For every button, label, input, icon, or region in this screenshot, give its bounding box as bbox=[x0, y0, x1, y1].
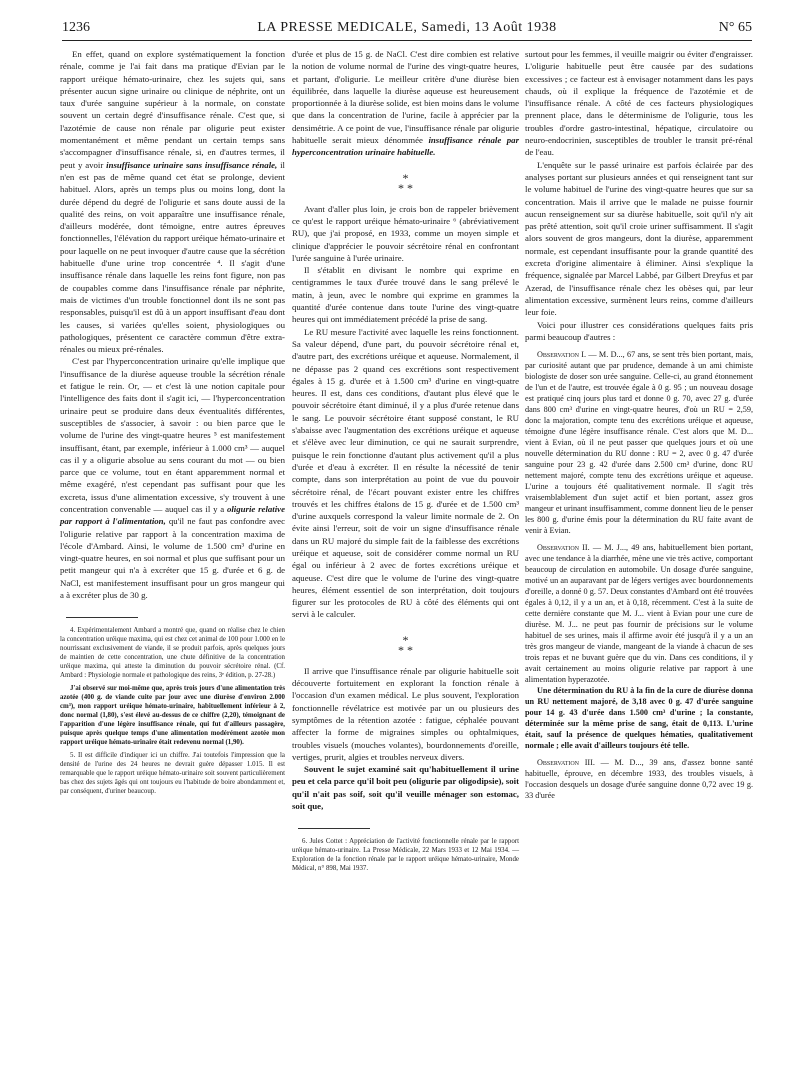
observation-1: Observation I. — M. D..., 67 ans, se sent très bien portant, mais, par curiosité autant que par prudence, demande à un ami chimiste biologiste de doser son urée sanguine. Celle-ci, au grand étonnement de l'un et de l'autre, est trouvée égale à 0 g. 95 ; un nouveau dosage est pratiqué cinq jours plus tard et donne 0 g. 70, avec 27 g. d'urée dans 800 cm³ d'urine en vingt-quatre heures, d'où un RU = 2,59, donc la majoration, compte tenu des excrétions uréique et aqueuse, témoigne d'une légère insuffisance rénale. C'est alors que M. D... vient à Evian, où il ne peut passer que quelques jours et où une nouvelle détermination du RU donne : RU = 2, avec 0 g. 47 d'urée sanguine pour 23 g. 42 d'urée dans 2.500 cm³ d'urine, donc RU nettement majoré, compte tenu des excrétions uréique et aqueuse. L'urine a toujours été qualitativement normale. Il s'agit très vraisemblablement d'un sujet actif et bien portant, assez gros mangeur et urinant insuffisamment, comme donnent lieu de le penser les 800 g. d'urine émis pour la détermination du RU faite avant de venir à Evian. bbox=[525, 350, 753, 536]
column-2 bbox=[292, 48, 519, 877]
paragraph: Souvent le sujet examiné sait qu'habituellement il urine peu et cela parce qu'il boit peu (oligurie par oligodipsie), soit qu'il n'ait pas soif, soit qu'il veuille ménager son estomac, soit que, bbox=[292, 764, 519, 812]
paragraph: surtout pour les femmes, il veuille maigrir ou éviter d'engraisser. L'oligurie habituelle peut être causée par des sudations excessives ; ce facteur est à envisager notamment dans les pays chauds, où il explique la fréquence de l'azotémie et de l'insuffisance rénale. A côté de ces facteurs physiologiques prennent place, dans le déterminisme de l'oligurie, tous les troubles d'ordre gastro-intestinal, hépatique, circulatoire ou neuro-endocrinien, susceptibles de troubler le transit pré-rénal de l'eau. bbox=[525, 49, 753, 158]
paragraph: Voici pour illustrer ces considérations quelques faits pris parmi beaucoup d'autres : bbox=[525, 319, 753, 342]
paragraph: En effet, quand on explore systématiquement la fonction rénale, comme je l'ai fait dans ma pratique d'Evian par le rapport uréique hémato-urinaire, chez les sujets qui, sans présenter aucun signe urinaire ou clinique de néphrite, ont un taux d'urée sanguine supérieur à la normale, on constate souvent un certain degré d'insuffisance rénale. C'est que, si l'azotémie de cause non rénale par oligurie peut exister momentanément et même pendant un certain temps sans s'accompagner d'insuffisance rénale, si, en d'autres termes, il peut y avoir insuffisance urinaire sans insuffisance rénale, il n'en est pas de même quand cet état se prolonge, devient habituel. Alors, après un temps plus ou moins long, dont la durée dépend du degré de l'oligurie et sans doute aussi de la qualité des reins, on voit apparaître une insuffisance rénale, d'ailleurs modérée, dont témoigne, entre autres épreuves fonctionnelles, l'élévation du rapport uréique hémato-urinaire et pour laquelle on ne peut invoquer d'autre cause que la sécrétion habituelle d'une urine trop concentrée ⁴. Il s'agit d'une insuffisance rénale dans laquelle les reins font figure, non pas de coupables comme dans l'insuffisance rénale par néphrite, mais de victimes d'un trouble fonctionnel dont ils ne sont pas responsables, puisqu'il est dû à un apport insuffisant d'eau dont les causes, si variées qu'elles soient, physiologiques ou pathologiques, présentent ce caractère commun d'être extra-rénales ou mieux pré-rénales. bbox=[60, 49, 285, 355]
journal-title: LA PRESSE MEDICALE, Samedi, 13 Août 1938 bbox=[257, 20, 557, 35]
paragraph: Il arrive que l'insuffisance rénale par oligurie habituelle soit découverte fortuitement en explorant la fonction rénale à l'occasion d'un examen médical. Le plus souvent, l'exploration fonctionnelle révélatrice est motivée par un ou plusieurs des symptômes de la rétention azotée : fatigue, céphalée pouvant affecter la forme de migraines simples ou ophtalmiques, troubles visuels (mouches volantes), bourdonnements d'oreille, vertiges, prurit, algies et troubles nerveux divers. bbox=[292, 665, 519, 762]
footnote-rule bbox=[298, 828, 370, 829]
column-1 bbox=[60, 48, 285, 800]
paragraph: C'est par l'hyperconcentration urinaire qu'elle implique que l'insuffisance de la diurèse aqueuse trouble la sécrétion rénale et fatigue le rein. Or, — et c'est là une notion capitale pour l'intelligence des faits dont il s'agit ici, — l'hyperconcentration urinaire peut se produire dans deux éventualités différentes, susceptibles de s'associer, à savoir : ou bien parce que le volume de l'urine des vingt-quatre heures ⁵ est manifestement insuffisant, étant, par exemple, inférieur à 1.000 cm³ — auquel cas il y a oligurie absolue au sens courant du mot — ou bien parce que ce volume, tout en étant apparemment normal et même exagéré, n'est cependant pas suffisant pour que les excreta, issus d'une alimentation excessive, s'y trouvent à une concentration convenable — auquel cas il y a oligurie relative par rapport à l'alimentation, qu'il ne faut pas confondre avec l'oligurie relative par rapport à la concentration maxima de l'école d'Ambard. Ainsi, le volume de 1.500 cm³ d'urine en vingt-quatre heures, en soi normal et plus que suffisant pour un petit mangeur qui n'a à excréter que 15 g. d'urée et 6 g. de NaCl, est manifestement insuffisant pour un gros mangeur qui a à excréter plus de 30 g. bbox=[60, 356, 285, 601]
header-rule bbox=[62, 40, 752, 41]
paragraph: L'enquête sur le passé urinaire est parfois éclairée par des analyses portant sur plusieurs années et qui renseignent tant sur le volume habituel de l'urine des vingt-quatre heures que sur sa concentration. Mais il arrive que le malade ne puisse fournir aucun renseignement sur sa diurèse habituelle, soit qu'il n'y ait pas prêté attention, soit qu'il croie uriner suffisamment. Il s'agit alors souvent de gros mangeurs, dont la diurèse, apparemment normale, est cependant insuffisante pour la grande quantité des excreta d'origine alimentaire à éliminer. Ainsi s'explique la fréquence, signalée par Marcel Labbé, par Gilbert Dreyfus et par Azerad, de l'insuffisance rénale chez les obèses qui, par leur alimentation excessive, surmènent leurs reins, comme d'ailleurs leur foie. bbox=[525, 159, 753, 318]
footnote-rule bbox=[66, 617, 138, 618]
footnote-5: 5. Il est difficile d'indiquer ici un chiffre. J'ai toutefois l'impression que la densité de l'urine des 24 heures ne devrait guère dépasser 1.015. Il est remarquable que le rapport uréique hémato-urinaire soit souvent particulièrement bas chez des sujets âgés qui ont toujours eu l'habitude de boire abondamment et, par conséquent, d'uriner beaucoup. bbox=[60, 752, 285, 796]
section-separator: * * * bbox=[398, 632, 413, 657]
footnotes bbox=[60, 626, 285, 796]
observation-2: Observation II. — M. J..., 49 ans, habituellement bien portant, avec une tendance à la diarrhée, mène une vie très active, comportant beaucoup de circulation en automobile. Un dosage d'urée sanguine, motivé un an auparavant par de légers vertiges avec bourdonnements d'oreille, a donné 0 g. 57. Deux constantes d'Ambard ont été trouvées égales à 0,12, il y a un an, et à 0,18, récemment. C'est à la suite de cette dernière constante que M. J... vient à Evian pour une cure de diurèse. M. J... ne peut pas fournir de précisions sur le volume habituel de ses urines, mais il affirme avoir été jusqu'à il y a un an très gros mangeur de viande, mangeant de la viande à chacun de ses trois repas et ne buvant guère que du vin. Dans ces conditions, il y avait certainement au moins oligurie relative par rapport à une alimentation hyperazotée. bbox=[525, 543, 754, 685]
footnote-6: 6. Jules Cottet : Appréciation de l'activité fonctionnelle rénale par le rapport uréique hémato-urinaire. La Presse Médicale, 22 Mars 1933 et 12 Mai 1934. — Exploration de la fonction rénale par le rapport uréique hémato-urinaire, Monde Médical, n° 898, Mai 1937. bbox=[292, 838, 519, 873]
observation-3: Observation III. — M. D..., 39 ans, d'assez bonne santé habituelle, éprouve, en décembre 1933, des troubles visuels, à l'occasion desquels un dosage d'urée sanguine donne 0,72 avec 19 g. 33 d'urée bbox=[525, 758, 753, 801]
paragraph: d'urée et plus de 15 g. de NaCl. C'est dire combien est relative la notion de volume normal de l'urine des vingt-quatre heures, et partant, d'oligurie. Le meilleur critère d'une diurèse bien équilibrée, dans laquelle la diurèse aqueuse est heureusement proportionnée à la diurèse solide, est bien moins dans le volume que dans la concentration de l'urine, facile à apprécier par la densimétrie. A ce point de vue, l'insuffisance rénale par oligurie habituelle serait mieux dénommée insuffisance rénale par hyperconcentration urinaire habituelle. bbox=[292, 49, 519, 158]
paragraph: Avant d'aller plus loin, je crois bon de rappeler brièvement ce qu'est le rapport uréique hémato-urinaire ⁶ (abréviativement RU), que j'ai proposé, en 1933, comme un moyen simple et clinique d'apprécier le pouvoir sécrétoire rénal en confrontant l'urée sanguine à l'urée urinaire. bbox=[292, 203, 519, 263]
paragraph: Le RU mesure l'activité avec laquelle les reins fonctionnent. Sa valeur dépend, d'une part, du pouvoir sécrétoire rénal et, d'autre part, des excrétions uréique et aqueuse. Normalement, il ne dépasse pas 2 quand ces excrétions sont respectivement égales à 15 g. d'urée et à 1.500 cm³ d'urine en vingt-quatre heures. Il est, dans ces conditions, d'autant plus élevé que le pouvoir sécrétoire étant diminué, il y a plus d'urée retenue dans le sang. Le pouvoir sécrétoire étant supposé constant, le RU s'abaisse avec l'augmentation des excrétions uréique et aqueuse et s'élève avec leur diminution, ce qui ne saurait surprendre, puisque le rein fonctionne d'autant plus activement qu'il a plus d'urée et d'eau à excréter. Il en résulte la nécessité de tenir compte, dans son interprétation au point de vue du pouvoir sécrétoire rénal, de l'écart pouvant exister entre les chiffres trouvés et les chiffres étalons de 15 g. d'urée et de 1.500 cm³ d'urine auxquels correspond la valeur limite normale de 2. On évite ainsi l'erreur, soit de voir un signe d'insuffisance rénale dans un RU majoré du simple fait de la faiblesse des excrétions uréique et aqueuse, soit de considérer comme normal un RU égal ou inférieur à 2 avec de fortes excrétions uréique et aqueuse. C'est dire que le volume de l'urine des vingt-quatre heures, élément essentiel de son interprétation, doit toujours figurer sur les protocoles de RU à côté des éléments qui ont servi à le calculer. bbox=[292, 326, 519, 620]
page-header bbox=[62, 20, 752, 40]
footnote-4-continued: J'ai observé sur moi-même que, après trois jours d'une alimentation très azotée (400 g. de viande cuite par jour avec une diurèse d'environ 2.000 cm³), mon rapport uréique hémato-urinaire, habituellement inférieur à 2, donc normal (1,80), s'est élevé au-dessus de ce chiffre (2,20), témoignant de l'apparition d'une légère insuffisance rénale, qui fut d'ailleurs passagère, puisque après quelque temps d'une alimentation modérément azotée mon rapport uréique hémato-urinaire était redevenu normal (1,90). bbox=[60, 685, 285, 747]
issue-number: N° 65 bbox=[718, 20, 752, 35]
footnote-4: 4. Expérimentalement Ambard a montré que, quand on réalise chez le chien la concentration uréique maxima, qui est chez cet animal de 100 pour 1.000 en le nourrissant exclusivement de viande, il se produit parfois, après quelques jours de maintien de cette concentration, une chute définitive de la concentration uréique maxima, qui atteste la diminution du pouvoir sécrétoire rénal. (Cf. Ambard : Physiologie normale et pathologique des reins, 3ᵉ édition, p. 27-28.) bbox=[60, 627, 285, 680]
column-3 bbox=[525, 48, 753, 801]
paragraph: Il s'établit en divisant le nombre qui exprime en centigrammes le taux d'urée trouvé dans le sang prélevé le matin, à jeun, avec le nombre qui exprime en grammes la quantité d'urée contenue dans toute l'urine des vingt-quatre heures qui ont immédiatement précédé la prise de sang. bbox=[292, 265, 519, 325]
footnotes bbox=[292, 837, 519, 873]
section-separator: * * * bbox=[398, 170, 413, 195]
page-number: 1236 bbox=[62, 20, 90, 35]
observation-2-result: Une détermination du RU à la fin de la cure de diurèse donna un RU nettement majoré, de 3,18 avec 0 g. 47 d'urée sanguine pour 14 g. 43 d'urée dans 1.500 cm³ d'urine ; la constante, déterminée sur la même prise de sang, était de 0,113. L'urine était, sauf la présence de quelques hématies, qualitativement normale ; elle avait d'ailleurs toujours été telle. bbox=[525, 686, 753, 751]
